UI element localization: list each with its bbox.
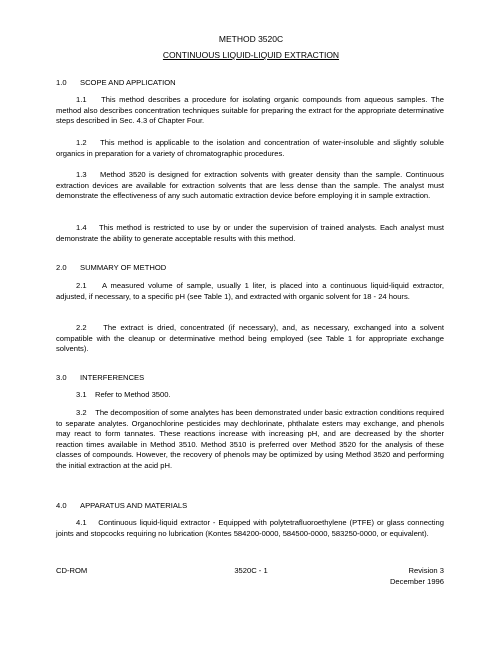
paragraph-4-1: [56, 518, 444, 539]
paragraph-text: A measured volume of sample, usually 1 liter, is placed into a continuous liquid-liquid extractor, adjusted, if necessary, to a specific pH (see Table 1), and extracted with organic solvent for 18 - 24 hours.: [56, 281, 444, 301]
section-2-heading: [56, 263, 166, 272]
section-number: 4.0: [56, 501, 67, 510]
paragraph-number: 2.2: [76, 323, 87, 332]
section-title: APPARATUS AND MATERIALS: [80, 501, 188, 510]
paragraph-text: Refer to Method 3500.: [95, 390, 171, 399]
paragraph-3-2: [56, 408, 444, 472]
paragraph-2-2: [56, 323, 444, 355]
paragraph-text: Method 3520 is designed for extraction solvents with greater density than the sample. Continuous extraction devices are available for extraction solvents that are less dense than the sample. The analyst must demonstrate the effectiveness of any such automatic extraction device before employing it in sample extraction.: [56, 170, 444, 201]
footer-source: CD-ROM: [56, 566, 88, 575]
paragraph-2-1: [56, 281, 444, 302]
paragraph-number: 1.1: [76, 95, 87, 104]
footer-date: December 1996: [389, 577, 444, 586]
paragraph-1-3: [56, 170, 444, 202]
paragraph-3-1: [56, 390, 444, 401]
paragraph-1-2: [56, 138, 444, 159]
section-3-heading: [56, 373, 144, 382]
method-number: METHOD 3520C: [218, 34, 284, 44]
section-4-heading: [56, 501, 187, 510]
paragraph-text: The extract is dried, concentrated (if necessary), and, as necessary, exchanged into a solvent compatible with the cleanup or determinative method being employed (see Table 1 for appropriate exchange solvents).: [56, 323, 444, 354]
paragraph-text: Continuous liquid-liquid extractor - Equipped with polytetrafluoroethylene (PTFE) or glass connecting joints and stopcocks requiring no lubrication (Kontes 584200-0000, 584500-0000, 583250-0000, or equivalent).: [56, 518, 444, 538]
paragraph-number: 3.2: [76, 408, 87, 417]
paragraph-number: 3.1: [76, 390, 87, 399]
footer-page-number: 3520C - 1: [234, 566, 268, 575]
document-title: CONTINUOUS LIQUID-LIQUID EXTRACTION: [162, 50, 340, 60]
section-title: SCOPE AND APPLICATION: [80, 78, 176, 87]
paragraph-number: 2.1: [76, 281, 87, 290]
footer-revision: Revision 3: [408, 566, 444, 575]
section-title: INTERFERENCES: [80, 373, 145, 382]
section-title: SUMMARY OF METHOD: [80, 263, 167, 272]
paragraph-1-1: [56, 95, 444, 127]
paragraph-number: 1.4: [76, 223, 87, 232]
section-1-heading: [56, 78, 176, 87]
paragraph-number: 1.3: [76, 170, 87, 179]
paragraph-text: This method is restricted to use by or under the supervision of trained analysts. Each analyst must demonstrate the ability to generate acceptable results with this method.: [56, 223, 444, 243]
paragraph-number: 4.1: [76, 518, 87, 527]
section-number: 2.0: [56, 263, 67, 272]
section-number: 1.0: [56, 78, 67, 87]
paragraph-text: This method describes a procedure for isolating organic compounds from aqueous samples. The method also describes concentration techniques suitable for preparing the extract for the appropriate determinative steps described in Sec. 4.3 of Chapter Four.: [56, 95, 444, 126]
section-number: 3.0: [56, 373, 67, 382]
paragraph-number: 1.2: [76, 138, 87, 147]
paragraph-1-4: [56, 223, 444, 244]
paragraph-text: The decomposition of some analytes has been demonstrated under basic extraction conditions required to separate analytes. Organochlorine pesticides may dechlorinate, phthalate esters may exchange, and phenols may react to form tannates. These reactions increase with increasing pH, and are decreased by the shorter reaction times available in Method 3510. Method 3510 is preferred over Method 3520 for the analysis of these classes of compounds. However, the recovery of phenols may be optimized by using Method 3520 and performing the initial extraction at the acid pH.: [56, 408, 444, 470]
paragraph-text: This method is applicable to the isolation and concentration of water-insoluble and slightly soluble organics in preparation for a variety of chromatographic procedures.: [56, 138, 444, 158]
